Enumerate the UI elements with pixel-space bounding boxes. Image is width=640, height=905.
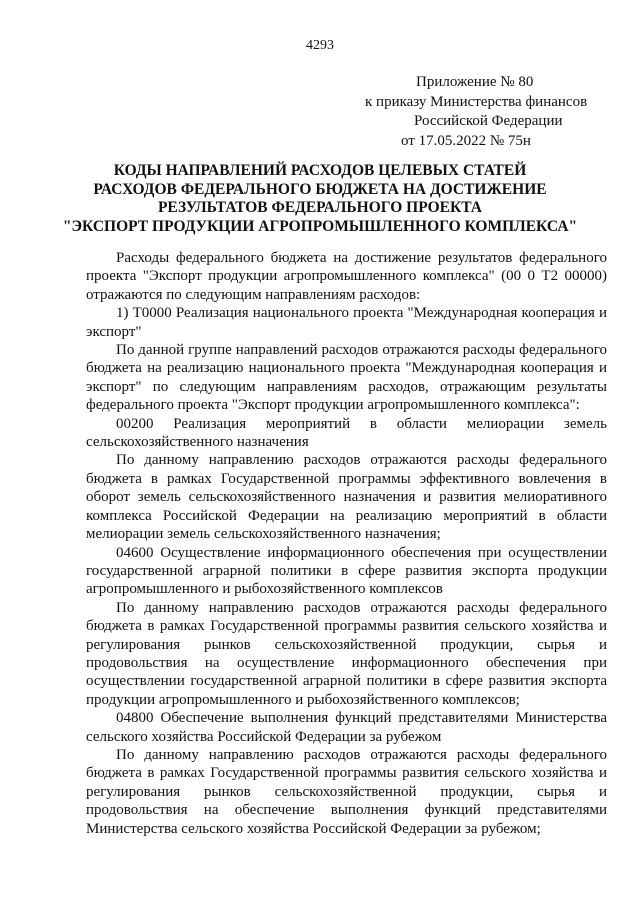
title-line-3: РЕЗУЛЬТАТОВ ФЕДЕРАЛЬНОГО ПРОЕКТА: [157, 199, 483, 216]
word: области: [396, 415, 447, 432]
paragraph-00200-heading-rest: сельскохозяйственного назначения: [86, 434, 309, 451]
paragraph-04600-desc: По данному направлению расходов отражаются расходы федерального бюджета в рамках Государственной программы развития сельского хозяйства и регулирования рынков сельскохозяйственной продукции, сырья и продовольствия на осуществление информационного обеспечения при осуществлении государственной аграрной политики в сфере развития экспорта продукции агропромышленного и рыбохозяйственного комплексов;: [86, 599, 607, 708]
paragraph-t0000: 1) Т0000 Реализация национального проекта "Международная кооперация и экспорт": [86, 305, 607, 340]
appendix-number: Приложение № 80: [416, 74, 534, 90]
paragraph-t0000-desc: По данной группе направлений расходов отражаются расходы федерального бюджета на реализацию национального проекта "Международная кооперация и экспорт" по следующим направлениям расходов, отражающим результаты федерального проекта "Экспорт продукции агропромышленного комплекса":: [86, 342, 607, 414]
title-line-4: "ЭКСПОРТ ПРОДУКЦИИ АГРОПРОМЫШЛЕННОГО КОМПЛЕКСА": [62, 217, 578, 235]
paragraph-00200-heading: [86, 415, 607, 433]
paragraph-intro: Расходы федерального бюджета на достижение результатов федерального проекта "Экспорт продукции агропромышленного комплекса" (00 0 Т2 00000) отражаются по следующим направлениям расходов:: [86, 250, 607, 303]
word: земель: [563, 415, 607, 432]
document-title: [60, 162, 580, 236]
appendix-header: [358, 73, 598, 151]
appendix-country: Российской Федерации: [414, 113, 563, 129]
paragraph-04600-heading: 04600 Осуществление информационного обеспечения при осуществлении государственной аграрной политики в сфере развития экспорта продукции агропромышленного и рыбохозяйственного комплексов: [86, 544, 607, 598]
document-body: [86, 249, 607, 838]
title-line-1: КОДЫ НАПРАВЛЕНИЙ РАСХОДОВ ЦЕЛЕВЫХ СТАТЕЙ: [113, 162, 527, 179]
page-number: 4293: [306, 38, 334, 53]
word: мероприятий: [265, 415, 351, 432]
paragraph-04800-desc: По данному направлению расходов отражаются расходы федерального бюджета в рамках Государственной программы развития сельского хозяйства и регулирования рынков сельскохозяйственной продукции, сырья и продовольствия на обеспечение выполнения функций представителями Министерства сельского хозяйства Российской Федерации за рубежом;: [86, 746, 607, 837]
paragraph-04800-heading: 04800 Обеспечение выполнения функций представителями Министерства сельского хозяйства Российской Федерации за рубежом: [86, 710, 607, 745]
word: Реализация: [173, 415, 247, 432]
word: в: [369, 415, 377, 432]
code-00200: 00200: [116, 415, 154, 432]
paragraph-00200-desc: По данному направлению расходов отражаются расходы федерального бюджета в рамках Государственной программы эффективного вовлечения в оборот земель сельскохозяйственного назначения и развития мелиоративного комплекса Российской Федерации на реализацию мероприятий в области мелиорации земель сельскохозяйственного назначения;: [86, 452, 607, 543]
title-line-2: РАСХОДОВ ФЕДЕРАЛЬНОГО БЮДЖЕТА НА ДОСТИЖЕНИЕ: [93, 180, 547, 198]
appendix-date: от 17.05.2022 № 75н: [401, 132, 531, 149]
word: мелиорации: [466, 415, 545, 432]
appendix-order: к приказу Министерства финансов: [365, 93, 588, 110]
